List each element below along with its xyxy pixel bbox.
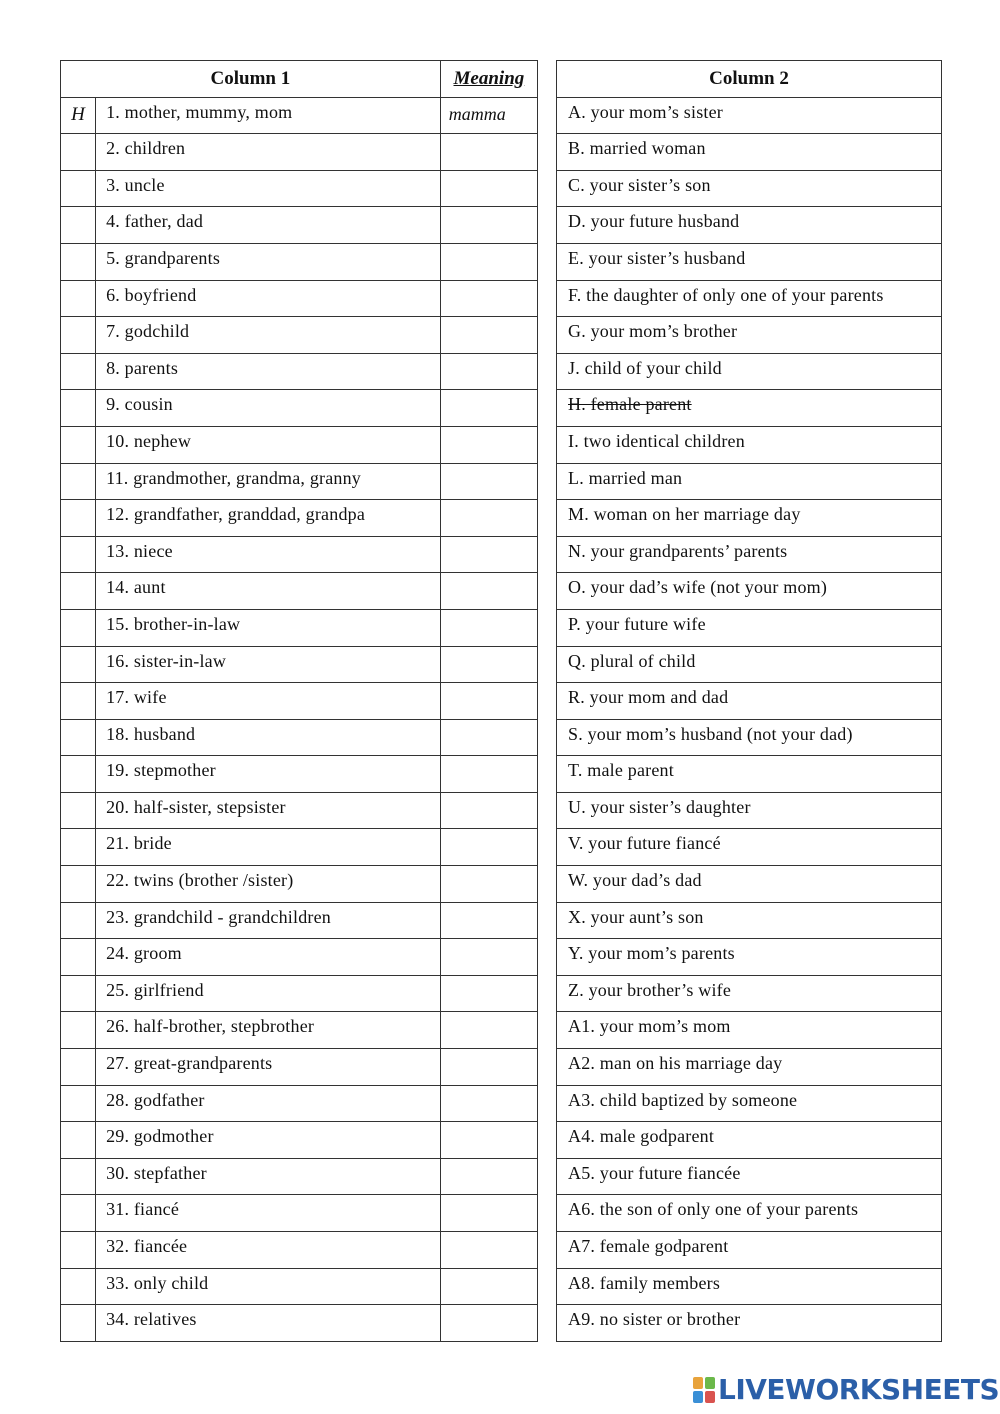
definition: A7. female godparent: [557, 1232, 942, 1269]
definition: V. your future fiancé: [557, 829, 942, 866]
column2-row: [557, 1012, 942, 1049]
meaning-field[interactable]: [440, 792, 537, 829]
family-word: 13. niece: [96, 536, 441, 573]
family-word: 32. fiancée: [96, 1232, 441, 1269]
answer-letter-field[interactable]: [61, 170, 96, 207]
column1-row: [61, 390, 538, 427]
definition: A9. no sister or brother: [557, 1305, 942, 1342]
meaning-field[interactable]: [440, 829, 537, 866]
column2-row: [557, 353, 942, 390]
column2-table: [556, 60, 942, 1342]
column1-row: [61, 573, 538, 610]
answer-letter-field[interactable]: [61, 1195, 96, 1232]
column1-row: [61, 939, 538, 976]
meaning-field[interactable]: [440, 134, 537, 171]
answer-letter-field[interactable]: [61, 646, 96, 683]
column2-header-row: [557, 61, 942, 98]
column1-row: [61, 134, 538, 171]
column1-row: [61, 1085, 538, 1122]
meaning-field[interactable]: [440, 1085, 537, 1122]
column1-header: Column 1: [61, 61, 441, 98]
definition: L. married man: [557, 463, 942, 500]
definition: Q. plural of child: [557, 646, 942, 683]
column2-row: [557, 207, 942, 244]
family-word: 2. children: [96, 134, 441, 171]
column1-row: [61, 1049, 538, 1086]
meaning-field[interactable]: [440, 1122, 537, 1159]
family-word: 21. bride: [96, 829, 441, 866]
family-word: 18. husband: [96, 719, 441, 756]
family-word: 27. great-grandparents: [96, 1049, 441, 1086]
answer-letter-field[interactable]: [61, 902, 96, 939]
column2-row: [557, 1122, 942, 1159]
family-word: 24. groom: [96, 939, 441, 976]
answer-letter-field[interactable]: [61, 866, 96, 903]
family-word: 23. grandchild - grandchildren: [96, 902, 441, 939]
meaning-field[interactable]: [440, 243, 537, 280]
column1-row: [61, 170, 538, 207]
column2-row: [557, 1305, 942, 1342]
column2-row: [557, 683, 942, 720]
definition: N. your grandparents’ parents: [557, 536, 942, 573]
definition: S. your mom’s husband (not your dad): [557, 719, 942, 756]
answer-letter-field[interactable]: [61, 719, 96, 756]
column2-row: [557, 866, 942, 903]
column2-row: [557, 243, 942, 280]
meaning-field[interactable]: [440, 975, 537, 1012]
logo-square: [693, 1391, 703, 1403]
column2-body: [557, 97, 942, 1341]
column2-row: [557, 609, 942, 646]
column1-row: [61, 1232, 538, 1269]
logo-square: [705, 1377, 715, 1389]
family-word: 7. godchild: [96, 317, 441, 354]
answer-letter-field[interactable]: [61, 1085, 96, 1122]
definition: D. your future husband: [557, 207, 942, 244]
meaning-field[interactable]: [440, 939, 537, 976]
brand-name: LIVEWORKSHEETS: [718, 1373, 1000, 1406]
answer-letter-field[interactable]: [61, 1012, 96, 1049]
column2-row: [557, 390, 942, 427]
answer-letter-field[interactable]: [61, 1268, 96, 1305]
column1-row: [61, 792, 538, 829]
family-word: 34. relatives: [96, 1305, 441, 1342]
meaning-field[interactable]: [440, 280, 537, 317]
column2-row: [557, 646, 942, 683]
family-word: 8. parents: [96, 353, 441, 390]
answer-letter-field[interactable]: [61, 792, 96, 829]
meaning-field[interactable]: [440, 390, 537, 427]
column2-row: [557, 1049, 942, 1086]
meaning-field[interactable]: [440, 170, 537, 207]
column2-row: [557, 975, 942, 1012]
meaning-field[interactable]: [440, 719, 537, 756]
family-word: 5. grandparents: [96, 243, 441, 280]
definition: A8. family members: [557, 1268, 942, 1305]
meaning-field[interactable]: [440, 317, 537, 354]
liveworksheets-logo-icon: [693, 1377, 715, 1403]
definition: F. the daughter of only one of your parents: [557, 280, 942, 317]
family-word: 16. sister-in-law: [96, 646, 441, 683]
column1-body: [61, 97, 538, 1341]
answer-letter-field[interactable]: [61, 317, 96, 354]
meaning-header: Meaning: [440, 61, 537, 98]
definition: A5. your future fiancée: [557, 1158, 942, 1195]
answer-letter-field[interactable]: [61, 463, 96, 500]
meaning-field[interactable]: [440, 536, 537, 573]
column1-row: [61, 719, 538, 756]
answer-letter-field[interactable]: [61, 683, 96, 720]
column1-row: [61, 207, 538, 244]
logo-square: [705, 1391, 715, 1403]
column2-row: [557, 97, 942, 134]
definition: X. your aunt’s son: [557, 902, 942, 939]
column1-row: [61, 97, 538, 134]
meaning-field[interactable]: [440, 902, 537, 939]
family-word: 3. uncle: [96, 170, 441, 207]
column1-row: [61, 426, 538, 463]
family-word: 1. mother, mummy, mom: [96, 97, 441, 134]
column2-row: [557, 573, 942, 610]
column1-row: [61, 317, 538, 354]
meaning-field[interactable]: [440, 426, 537, 463]
definition: B. married woman: [557, 134, 942, 171]
column2-row: [557, 1085, 942, 1122]
meaning-field[interactable]: [440, 1232, 537, 1269]
column1-table: [60, 60, 538, 1342]
column1-header-row: [61, 61, 538, 98]
definition: A6. the son of only one of your parents: [557, 1195, 942, 1232]
family-word: 12. grandfather, granddad, grandpa: [96, 500, 441, 537]
definition: A4. male godparent: [557, 1122, 942, 1159]
answer-letter-field[interactable]: [61, 134, 96, 171]
family-word: 15. brother-in-law: [96, 609, 441, 646]
answer-letter-field[interactable]: [61, 390, 96, 427]
column2-row: [557, 829, 942, 866]
definition: T. male parent: [557, 756, 942, 793]
family-word: 9. cousin: [96, 390, 441, 427]
column1-row: [61, 646, 538, 683]
column2-row: [557, 317, 942, 354]
answer-letter-field[interactable]: H: [61, 97, 96, 134]
meaning-field[interactable]: [440, 646, 537, 683]
column1-row: [61, 536, 538, 573]
family-word: 20. half-sister, stepsister: [96, 792, 441, 829]
meaning-field[interactable]: [440, 573, 537, 610]
definition: A3. child baptized by someone: [557, 1085, 942, 1122]
column2-row: [557, 1268, 942, 1305]
column2-header: Column 2: [557, 61, 942, 98]
family-word: 26. half-brother, stepbrother: [96, 1012, 441, 1049]
family-word: 30. stepfather: [96, 1158, 441, 1195]
definition: A1. your mom’s mom: [557, 1012, 942, 1049]
meaning-field[interactable]: [440, 1195, 537, 1232]
column1-row: [61, 609, 538, 646]
family-word: 29. godmother: [96, 1122, 441, 1159]
answer-letter-field[interactable]: [61, 829, 96, 866]
column2-row: [557, 1158, 942, 1195]
definition: P. your future wife: [557, 609, 942, 646]
definition: W. your dad’s dad: [557, 866, 942, 903]
answer-letter-field[interactable]: [61, 609, 96, 646]
column2-row: [557, 134, 942, 171]
column1-row: [61, 1195, 538, 1232]
definition: A2. man on his marriage day: [557, 1049, 942, 1086]
family-word: 22. twins (brother /sister): [96, 866, 441, 903]
definition: O. your dad’s wife (not your mom): [557, 573, 942, 610]
answer-letter-field[interactable]: [61, 1049, 96, 1086]
definition: C. your sister’s son: [557, 170, 942, 207]
family-word: 28. godfather: [96, 1085, 441, 1122]
meaning-field[interactable]: [440, 1158, 537, 1195]
answer-letter-field[interactable]: [61, 1158, 96, 1195]
meaning-field[interactable]: mamma: [440, 97, 537, 134]
family-word: 10. nephew: [96, 426, 441, 463]
column1-row: [61, 1122, 538, 1159]
answer-letter-field[interactable]: [61, 1122, 96, 1159]
answer-letter-field[interactable]: [61, 243, 96, 280]
answer-letter-field[interactable]: [61, 353, 96, 390]
column1-row: [61, 975, 538, 1012]
column1-row: [61, 1305, 538, 1342]
definition: I. two identical children: [557, 426, 942, 463]
column1-row: [61, 756, 538, 793]
column1-row: [61, 353, 538, 390]
answer-letter-field[interactable]: [61, 573, 96, 610]
family-word: 19. stepmother: [96, 756, 441, 793]
family-word: 17. wife: [96, 683, 441, 720]
answer-letter-field[interactable]: [61, 975, 96, 1012]
column2-row: [557, 1195, 942, 1232]
definition: J. child of your child: [557, 353, 942, 390]
column2-row: [557, 500, 942, 537]
definition: R. your mom and dad: [557, 683, 942, 720]
column2-row: [557, 792, 942, 829]
answer-letter-field[interactable]: [61, 280, 96, 317]
meaning-field[interactable]: [440, 609, 537, 646]
definition: G. your mom’s brother: [557, 317, 942, 354]
column1-row: [61, 1012, 538, 1049]
definition: H. female parent: [557, 390, 942, 427]
column2-row: [557, 170, 942, 207]
definition: E. your sister’s husband: [557, 243, 942, 280]
answer-letter-field[interactable]: [61, 207, 96, 244]
answer-letter-field[interactable]: [61, 1232, 96, 1269]
meaning-field[interactable]: [440, 207, 537, 244]
column2-row: [557, 902, 942, 939]
answer-letter-field[interactable]: [61, 426, 96, 463]
meaning-field[interactable]: [440, 866, 537, 903]
meaning-field[interactable]: [440, 756, 537, 793]
column1-row: [61, 683, 538, 720]
logo-square: [693, 1377, 703, 1389]
family-word: 6. boyfriend: [96, 280, 441, 317]
column1-row: [61, 1158, 538, 1195]
meaning-field[interactable]: [440, 1305, 537, 1342]
definition: Z. your brother’s wife: [557, 975, 942, 1012]
column2-row: [557, 536, 942, 573]
definition: A. your mom’s sister: [557, 97, 942, 134]
family-word: 33. only child: [96, 1268, 441, 1305]
definition: U. your sister’s daughter: [557, 792, 942, 829]
answer-letter-field[interactable]: [61, 939, 96, 976]
definition: Y. your mom’s parents: [557, 939, 942, 976]
family-word: 31. fiancé: [96, 1195, 441, 1232]
column1-row: [61, 280, 538, 317]
column1-row: [61, 463, 538, 500]
column2-row: [557, 426, 942, 463]
column2-row: [557, 939, 942, 976]
meaning-field[interactable]: [440, 1268, 537, 1305]
column1-row: [61, 829, 538, 866]
liveworksheets-brand[interactable]: [693, 1373, 999, 1406]
column1-row: [61, 902, 538, 939]
answer-letter-field[interactable]: [61, 536, 96, 573]
column2-row: [557, 280, 942, 317]
meaning-field[interactable]: [440, 500, 537, 537]
column1-row: [61, 1268, 538, 1305]
column1-row: [61, 243, 538, 280]
column1-row: [61, 500, 538, 537]
family-word: 11. grandmother, grandma, granny: [96, 463, 441, 500]
answer-letter-field[interactable]: [61, 500, 96, 537]
family-word: 14. aunt: [96, 573, 441, 610]
column2-row: [557, 463, 942, 500]
meaning-field[interactable]: [440, 1049, 537, 1086]
meaning-field[interactable]: [440, 463, 537, 500]
column2-row: [557, 1232, 942, 1269]
family-word: 25. girlfriend: [96, 975, 441, 1012]
meaning-field[interactable]: [440, 1012, 537, 1049]
column1-row: [61, 866, 538, 903]
column2-row: [557, 719, 942, 756]
family-word: 4. father, dad: [96, 207, 441, 244]
meaning-field[interactable]: [440, 353, 537, 390]
answer-letter-field[interactable]: [61, 1305, 96, 1342]
definition: M. woman on her marriage day: [557, 500, 942, 537]
meaning-field[interactable]: [440, 683, 537, 720]
column2-row: [557, 756, 942, 793]
answer-letter-field[interactable]: [61, 756, 96, 793]
